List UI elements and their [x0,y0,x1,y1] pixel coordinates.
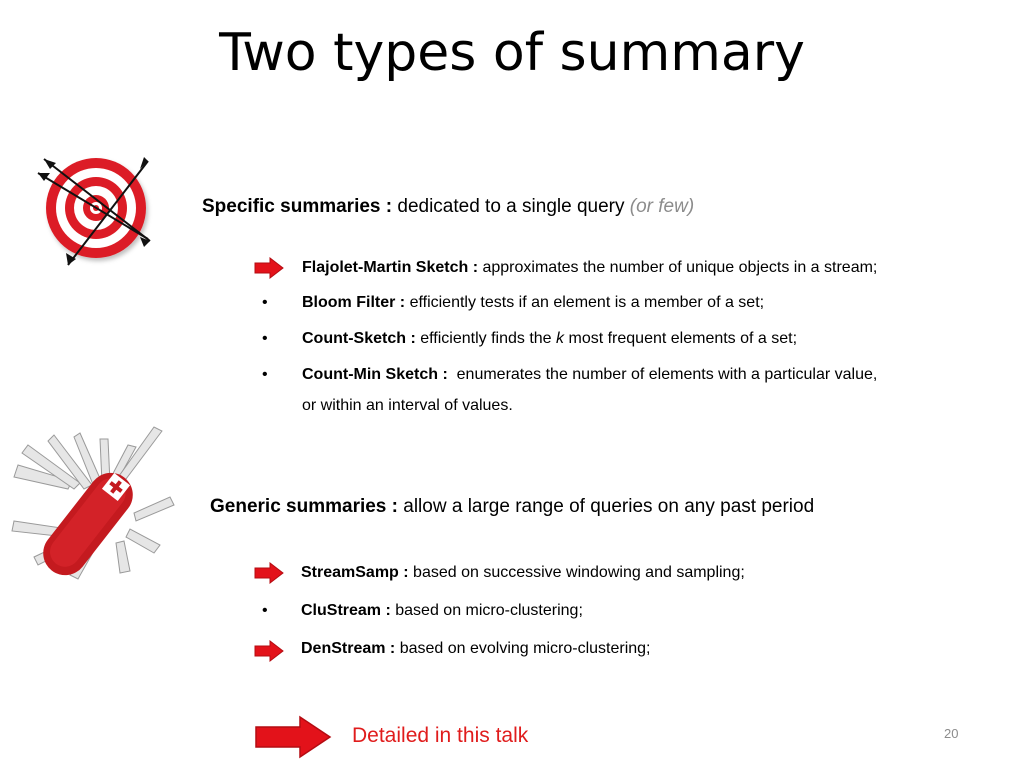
red-arrow-icon [254,640,284,662]
list-item-flajolet-martin: Flajolet-Martin Sketch : approximates the number of unique objects in a stream; [302,259,878,276]
generic-summaries-label: Generic summaries : [210,496,398,517]
swiss-army-knife-icon [8,425,180,590]
generic-summaries-desc: allow a large range of queries on any past period [403,496,815,517]
list-item-count-sketch: Count-Sketch : efficiently finds the k most frequent elements of a set; [302,330,798,347]
list-item-streamsamp: StreamSamp : based on successive windowing and sampling; [301,564,745,581]
specific-summaries-heading [202,194,694,220]
bullet-icon: • [262,366,268,383]
specific-summaries-note: (or few) [629,196,695,217]
generic-summaries-heading [210,494,814,520]
list-item-bloom-filter: Bloom Filter : efficiently tests if an element is a member of a set; [302,294,765,311]
legend-text: Detailed in this talk [352,724,529,747]
bullet-icon: • [262,602,268,619]
red-arrow-icon [254,257,284,279]
bullet-icon: • [262,294,268,311]
legend-red-arrow-icon [254,715,332,759]
list-item-count-min-sketch: Count-Min Sketch : enumerates the number of elements with a particular value, or within an interval of values. [302,366,878,414]
list-item-denstream: DenStream : based on evolving micro-clustering; [301,640,651,657]
specific-summaries-label: Specific summaries : [202,196,393,217]
bullet-icon: • [262,330,268,347]
specific-summaries-desc: dedicated to a single query [397,196,625,217]
red-arrow-icon [254,562,284,584]
slide-title: Two types of summary [219,23,805,83]
target-with-arrows-icon [30,155,158,270]
list-item-clustream: CluStream : based on micro-clustering; [301,602,583,619]
page-number: 20 [944,726,959,741]
